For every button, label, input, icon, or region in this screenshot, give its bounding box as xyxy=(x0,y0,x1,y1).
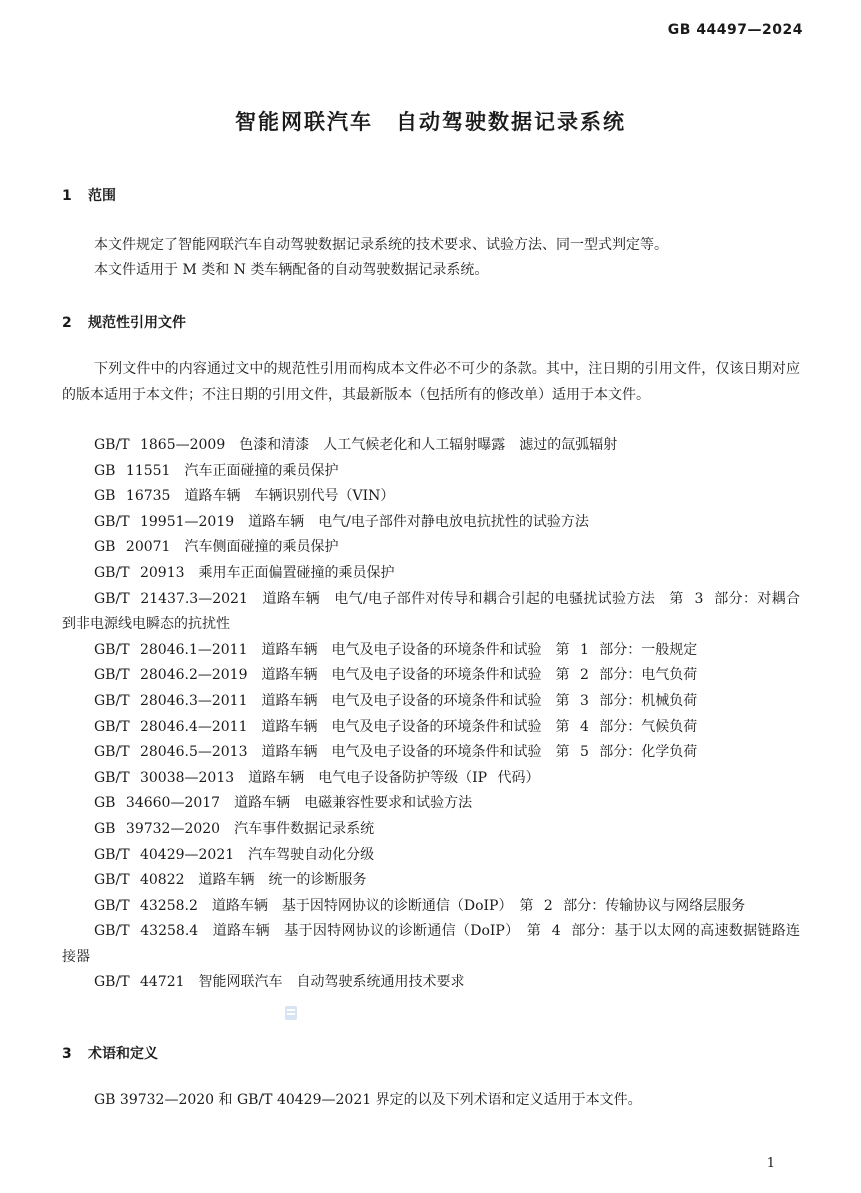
reference-item: GB/T 43258.2 道路车辆 基于因特网协议的诊断通信（DoIP） 第 2 部分：传输协议与网络层服务 xyxy=(94,897,746,914)
reference-item: GB/T 28046.1—2011 道路车辆 电气及电子设备的环境条件和试验 第 1 部分：一般规定 xyxy=(94,641,698,658)
reference-item: GB 39732—2020 汽车事件数据记录系统 xyxy=(94,820,375,837)
section-3-heading xyxy=(62,1043,158,1063)
reference-item: GB/T 30038—2013 道路车辆 电气电子设备防护等级（IP 代码） xyxy=(94,769,540,786)
reference-item: GB/T 28046.2—2019 道路车辆 电气及电子设备的环境条件和试验 第 2 部分：电气负荷 xyxy=(94,667,698,684)
reference-item: GB/T 40822 道路车辆 统一的诊断服务 xyxy=(94,872,367,889)
reference-item: GB/T 43258.4 道路车辆 基于因特网协议的诊断通信（DoIP） 第 4 部分：基于以太网的高速数据链路连接器 xyxy=(62,923,800,965)
reference-item: GB/T 44721 智能网联汽车 自动驾驶系统通用技术要求 xyxy=(94,974,465,991)
section-number: 1 xyxy=(62,188,72,204)
section-number: 3 xyxy=(62,1046,72,1062)
section-title: 规范性引用文件 xyxy=(88,315,186,331)
reference-item: GB/T 28046.4—2011 道路车辆 电气及电子设备的环境条件和试验 第 4 部分：气候负荷 xyxy=(94,718,698,735)
normative-references-intro: 下列文件中的内容通过文中的规范性引用而构成本文件必不可少的条款。其中，注日期的引用文件，仅该日期对应的版本适用于本文件；不注日期的引用文件，其最新版本（包括所有的修改单）适用于本文件。 xyxy=(62,361,800,403)
reference-item: GB 11551 汽车正面碰撞的乘员保护 xyxy=(94,462,339,479)
reference-item: GB/T 1865—2009 色漆和清漆 人工气候老化和人工辐射曝露 滤过的氙弧辐射 xyxy=(94,437,618,453)
reference-item: GB/T 28046.3—2011 道路车辆 电气及电子设备的环境条件和试验 第 3 部分：机械负荷 xyxy=(94,692,698,709)
scope-paragraph: 本文件适用于 M 类和 N 类车辆配备的自动驾驶数据记录系统。 xyxy=(94,262,489,278)
reference-list xyxy=(62,433,800,996)
watermark-icon xyxy=(284,1004,298,1022)
reference-item: GB 16735 道路车辆 车辆识别代号（VIN） xyxy=(94,488,395,505)
reference-item: GB 20071 汽车侧面碰撞的乘员保护 xyxy=(94,539,339,556)
document-title: 智能网联汽车 自动驾驶数据记录系统 xyxy=(235,110,626,134)
section-title: 范围 xyxy=(88,188,116,204)
reference-item: GB/T 19951—2019 道路车辆 电气/电子部件对静电放电抗扰性的试验方法 xyxy=(94,513,589,530)
reference-item: GB/T 20913 乘用车正面偏置碰撞的乘员保护 xyxy=(94,564,395,581)
reference-item: GB 34660—2017 道路车辆 电磁兼容性要求和试验方法 xyxy=(94,795,473,812)
scope-paragraph: 本文件规定了智能网联汽车自动驾驶数据记录系统的技术要求、试验方法、同一型式判定等。 xyxy=(94,237,668,253)
section-number: 2 xyxy=(62,315,72,331)
reference-item: GB/T 28046.5—2013 道路车辆 电气及电子设备的环境条件和试验 第 5 部分：化学负荷 xyxy=(94,744,698,761)
section-1-heading xyxy=(62,185,116,205)
section-2-heading xyxy=(62,312,186,332)
standard-number: GB 44497—2024 xyxy=(667,22,803,38)
reference-item: GB/T 40429—2021 汽车驾驶自动化分级 xyxy=(94,846,375,863)
page-number: 1 xyxy=(766,1156,775,1171)
terms-paragraph: GB 39732—2020 和 GB/T 40429—2021 界定的以及下列术语和定义适用于本文件。 xyxy=(94,1092,642,1108)
section-title: 术语和定义 xyxy=(88,1046,158,1062)
reference-item: GB/T 21437.3—2021 道路车辆 电气/电子部件对传导和耦合引起的电骚扰试验方法 第 3 部分：对耦合到非电源线电瞬态的抗扰性 xyxy=(62,590,800,633)
